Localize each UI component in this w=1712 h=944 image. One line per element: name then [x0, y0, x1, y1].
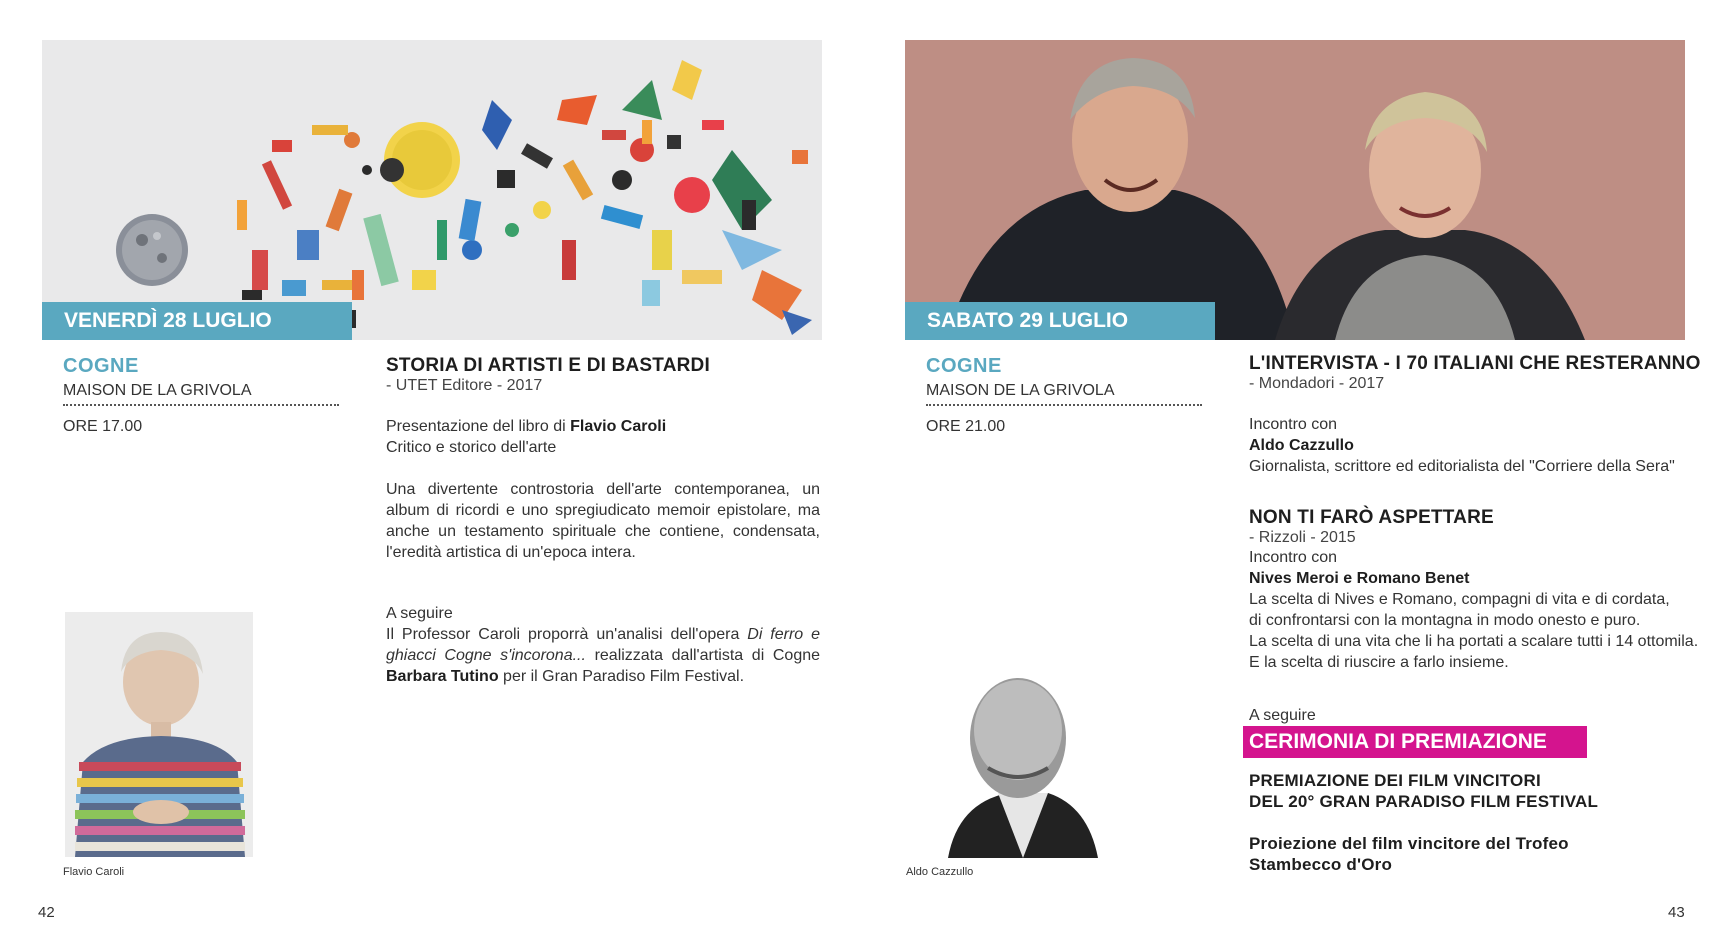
location-town: COGNE — [926, 355, 1002, 377]
book-publisher: - UTET Editore - 2017 — [386, 377, 543, 394]
award-heading-line: DEL 20° GRAN PARADISO FILM FESTIVAL — [1249, 792, 1599, 811]
artwork-photo — [42, 40, 822, 340]
follow-label: A seguire — [386, 605, 453, 622]
event1-publisher: - Mondadori - 2017 — [1249, 375, 1385, 392]
page-number: 43 — [1668, 904, 1685, 921]
follow-label: A seguire — [1249, 707, 1316, 724]
event-time: ORE 21.00 — [926, 418, 1006, 435]
follow-text: Il Professor Caroli proporrà un'analisi dell'opera Di ferro e ghiacci Cogne s'incorona... realizzata dall'artista di Cogne Barbara Tutino per il Gran Paradiso Film Festival. — [386, 626, 821, 685]
award-heading-line: PREMIAZIONE DEI FILM VINCITORI — [1249, 771, 1541, 790]
event2-publisher: - Rizzoli - 2015 — [1249, 529, 1356, 546]
photo-caption: Aldo Cazzullo — [906, 866, 974, 878]
event2-description-line: La scelta di Nives e Romano, compagni di vita e di cordata, — [1249, 591, 1670, 608]
event2-description-line: E la scelta di riuscire a farlo insieme. — [1249, 654, 1509, 671]
event-details — [386, 355, 820, 687]
date-banner: VENERDÌ 28 LUGLIO — [42, 302, 352, 340]
event2-description-line: di confrontarsi con la montagna in modo onesto e puro. — [1249, 612, 1641, 629]
event1-guest-role: Giornalista, scrittore ed editorialista del "Corriere della Sera" — [1249, 458, 1675, 475]
page-number: 42 — [38, 904, 55, 921]
event2-guests: Nives Meroi e Romano Benet — [1249, 570, 1470, 587]
author-name: Flavio Caroli — [570, 418, 667, 435]
artwork-title: Di ferro e ghiacci Cogne s'incorona... — [386, 626, 821, 664]
event2-description-line: La scelta di una vita che li ha portati a scalare tutti i 14 ottomila. — [1249, 633, 1699, 650]
event1-title: L'INTERVISTA - I 70 ITALIANI CHE RESTERANNO — [1249, 353, 1701, 374]
book-title: STORIA DI ARTISTI E DI BASTARDI — [386, 355, 710, 376]
location-town: COGNE — [63, 355, 139, 377]
event1-guest: Aldo Cazzullo — [1249, 437, 1354, 454]
event2-meet: Incontro con — [1249, 549, 1338, 566]
location-venue: MAISON DE LA GRIVOLA — [926, 382, 1202, 406]
event-location — [926, 355, 1202, 436]
location-venue: MAISON DE LA GRIVOLA — [63, 382, 339, 406]
ceremony-banner: CERIMONIA DI PREMIAZIONE — [1243, 726, 1587, 758]
author-role: Critico e storico dell'arte — [386, 439, 557, 456]
author-photo — [65, 612, 253, 857]
book-description: Una divertente controstoria dell'arte contemporanea, un album di ricordi e uno spregiudicato memoir epistolare, ma anche un testamento spirituale che contiene, condensata, l'eredità artistica di un'epoca intera. — [386, 481, 820, 561]
date-banner: SABATO 29 LUGLIO — [905, 302, 1215, 340]
projection-line: Proiezione del film vincitore del Trofeo — [1249, 834, 1569, 853]
guests-photo — [905, 40, 1685, 340]
projection-line: Stambecco d'Oro — [1249, 855, 1393, 874]
presentation-text: Presentazione del libro di Flavio Caroli — [386, 418, 667, 435]
guest-photo — [928, 668, 1098, 858]
artist-name: Barbara Tutino — [386, 668, 499, 685]
event-details — [1249, 353, 1701, 875]
event1-meet: Incontro con — [1249, 416, 1338, 433]
event-location — [63, 355, 339, 436]
event2-title: NON TI FARÒ ASPETTARE — [1249, 507, 1494, 528]
event-time: ORE 17.00 — [63, 418, 143, 435]
photo-caption: Flavio Caroli — [63, 866, 125, 878]
